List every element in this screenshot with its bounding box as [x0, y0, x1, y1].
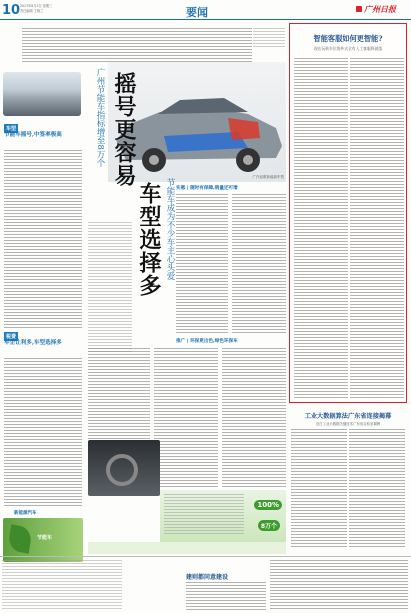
boxed-text-col2: [350, 58, 404, 398]
section1-head: 实惠 | 随时有保障,销量还可增: [176, 186, 238, 191]
footer-rule: [0, 556, 411, 557]
subtitle-line1: 广州节能车指标增至8万个: [95, 68, 105, 167]
bottom-right-subtitle: 近日工业大数据关键技术广东省实验室揭牌: [315, 422, 381, 426]
page-header: [0, 0, 411, 22]
percent-badge: 100%: [254, 500, 282, 510]
interior-image: [88, 440, 160, 496]
boxed-text-col1: [294, 58, 348, 398]
section2-head: 推广 | 环保更出色,绿色环保车: [176, 339, 238, 344]
left-column: [2, 26, 84, 541]
boxed-article-subtitle: 现在玩转车位的外式全有人工客服将就落: [313, 46, 383, 51]
footer-text-1: [2, 560, 122, 610]
bottom-right-text-col2: [349, 429, 405, 549]
page-number: 10: [2, 3, 21, 18]
main-text-col0: [88, 222, 132, 352]
section-title: 要闻: [186, 6, 208, 19]
header-rule: [0, 19, 411, 20]
left-bottom-image-label: 节能车: [37, 535, 53, 541]
left-bottom-tag: 新能源汽车: [14, 511, 37, 516]
bottom-badge: 8万个: [258, 520, 280, 531]
date-line: 2017年8月2日 星期三: [20, 4, 53, 8]
logo-mark-icon: [356, 6, 362, 12]
editor-line: 责任编辑 王晓兰: [20, 9, 44, 13]
boxed-article: [289, 23, 407, 403]
left-car-image: [3, 72, 81, 116]
newspaper-logo: [356, 3, 406, 15]
bottom-right-article: [289, 405, 407, 553]
headline-part2: 车型选择多: [136, 182, 162, 297]
main-text-col4: [154, 348, 218, 488]
boxed-article-title: 智能客服如何更智能?: [313, 34, 383, 43]
bottom-right-text-col1: [291, 429, 347, 549]
info-panel: [160, 490, 286, 542]
rear-hub-icon: [243, 155, 253, 165]
headline-part1: 摇号更容易: [111, 72, 137, 187]
subtitle-line2: 节能车成为不少车主心头爱: [165, 178, 175, 280]
main-text-col5: [222, 348, 286, 488]
photo-caption: 广汽讴歌新能源车型: [252, 175, 284, 179]
car-roof-shape: [158, 98, 248, 114]
front-hub-icon: [149, 155, 159, 165]
info-panel-text: [164, 494, 244, 534]
footer-text-2: [186, 582, 266, 610]
bottom-right-title: 工业大数据算法广东省连接揭幕: [304, 413, 392, 420]
left-head-1: 节能车摇号,中签率极高: [4, 132, 62, 138]
left-text-1: [4, 150, 82, 328]
main-text-col2: [232, 194, 286, 334]
left-head-2: 车企让利多,车型选择多: [4, 340, 62, 346]
footer-title: 建则都同意建设: [186, 574, 229, 581]
newspaper-name: 广州日报: [364, 3, 396, 14]
leaf-icon: [7, 524, 33, 553]
intro-text-2: [253, 28, 285, 48]
main-text-col1: [176, 194, 228, 334]
green-strip: [88, 542, 286, 554]
left-tag-2: 税费: [6, 334, 17, 340]
left-text-2: [4, 358, 82, 508]
left-tag-1: 车型: [6, 126, 17, 132]
steering-wheel-icon: [106, 454, 138, 486]
footer-text-3: [270, 560, 408, 610]
